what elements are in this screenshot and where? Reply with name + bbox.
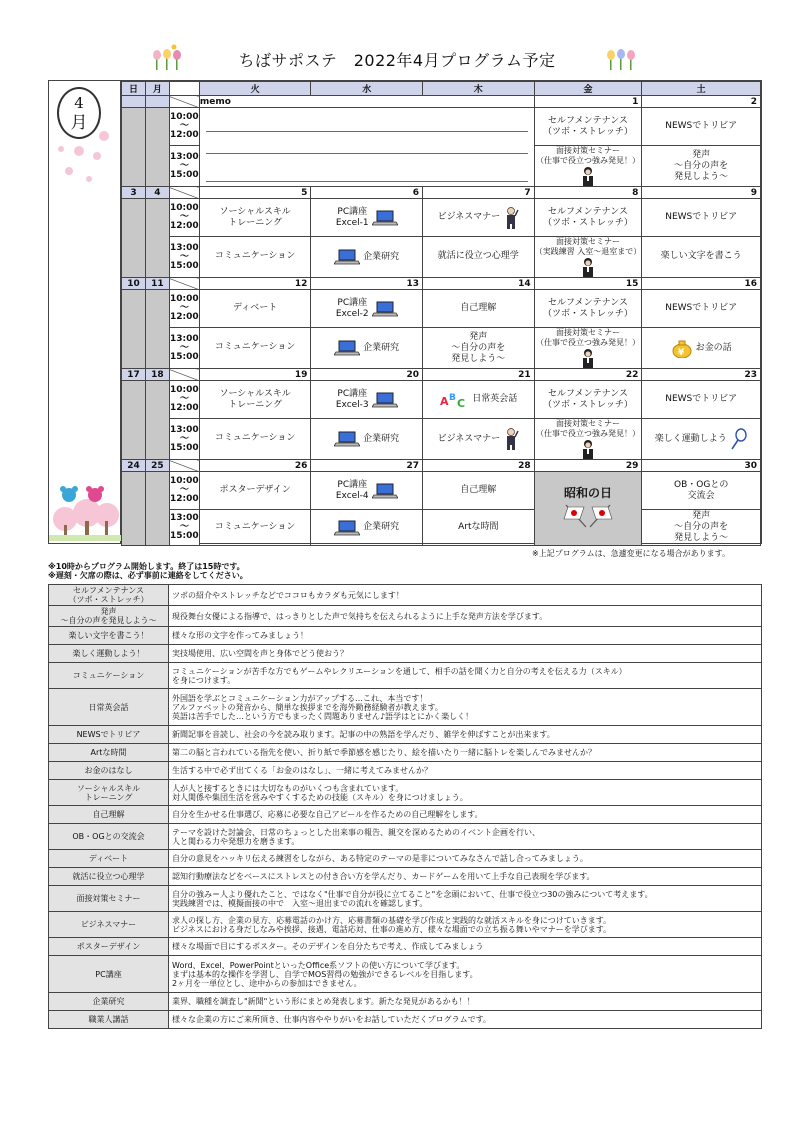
description-row (49, 585, 762, 606)
program-label: 発声 〜自分の声を 発見しよう〜 (451, 331, 506, 364)
date-number: 22 (534, 369, 642, 381)
program-label: OB・OGとの 交流会 (674, 479, 729, 501)
program-name: Artな時間 (49, 744, 169, 762)
week-am-row (122, 290, 761, 328)
program-name: ポスターデザイン (49, 938, 169, 956)
program-name: 楽しく運動しよう！ (49, 645, 169, 663)
program-cell[interactable] (423, 199, 535, 237)
program-label: セルフメンテナンス （ツボ・ストレッチ） (543, 206, 633, 228)
program-description: 様々な場面で目にするポスター。そのデザインを自分たちで考え、作成してみましょう (169, 938, 762, 956)
interviewer-icon (581, 257, 595, 277)
monday-cell (145, 381, 169, 460)
date-number: 30 (642, 460, 761, 472)
description-row (49, 780, 762, 806)
program-cell[interactable] (534, 199, 642, 237)
laptop-icon (372, 210, 398, 226)
interviewer-icon (581, 166, 595, 186)
program-label: コミュニケーション (214, 433, 296, 443)
program-label: 企業研究 (363, 522, 400, 532)
week-date-row (122, 369, 761, 381)
program-label: 楽しく運動しよう (654, 433, 727, 444)
date-number: 6 (311, 187, 423, 199)
program-cell[interactable] (423, 472, 535, 510)
program-label: ソーシャルスキル トレーニング (219, 206, 291, 228)
program-cell[interactable] (311, 328, 423, 369)
time-slot: 10:00 〜 12:00 (169, 290, 199, 328)
laptop-icon (372, 392, 398, 408)
program-cell[interactable] (199, 419, 311, 460)
program-cell[interactable] (642, 419, 761, 460)
program-cell[interactable] (534, 381, 642, 419)
program-label: ソーシャルスキル トレーニング (219, 388, 291, 410)
time-slot: 13:00 〜 15:00 (169, 510, 199, 546)
week-am-row (122, 108, 761, 146)
calendar-side-panel (49, 81, 121, 543)
date-number: 8 (534, 187, 642, 199)
program-name: 日常英会話 (49, 689, 169, 726)
sunday-cell (122, 472, 146, 546)
monday-date: 11 (145, 278, 169, 290)
program-cell[interactable] (311, 199, 423, 237)
program-name: コミュニケーション (49, 663, 169, 689)
time-slot: 13:00 〜 15:00 (169, 419, 199, 460)
program-cell[interactable] (642, 237, 761, 278)
date-number: 13 (311, 278, 423, 290)
program-name: 企業研究 (49, 993, 169, 1011)
program-label: コミュニケーション (214, 342, 296, 352)
program-description: 様々な形の文字を作ってみましょう！ (169, 627, 762, 645)
time-slot: 10:00 〜 12:00 (169, 108, 199, 146)
program-name: 発声 〜自分の声を発見しよう〜 (49, 606, 169, 627)
program-cell[interactable] (311, 381, 423, 419)
diagonal-cell (169, 369, 199, 381)
program-label: 企業研究 (363, 342, 400, 353)
memo-label: memo (199, 96, 534, 108)
change-notice: ※上記プログラムは、急遽変更になる場合があります。 (532, 549, 730, 558)
program-description: 生活する中で必ず出てくる「お金のはなし」、一緒に考えてみませんか？ (169, 762, 762, 780)
program-description: 求人の探し方、企業の見方、応募電話のかけ方、応募書類の基礎を学び作成と実践的な就活スキルを身につけていきます。 ビジネスにおける身だしなみや挨拶、接遇、電話応対、仕事の進め方、様々な場面での立ち振る舞いやマナーを学びます。 (169, 912, 762, 938)
program-label: セルフメンテナンス （ツボ・ストレッチ） (543, 388, 633, 410)
header-sun: 日 (122, 82, 146, 96)
program-name: 職業人講話 (49, 1011, 169, 1029)
program-label: ディベート (232, 302, 278, 313)
program-description: ツボの紹介やストレッチなどでココロもカラダも元気にします！ (169, 585, 762, 606)
date-number: 16 (642, 278, 761, 290)
monday-date: 25 (145, 460, 169, 472)
program-cell[interactable] (423, 381, 535, 419)
description-row (49, 606, 762, 627)
svg-text:C: C (457, 396, 466, 410)
monday-date: 4 (145, 187, 169, 199)
description-row (49, 806, 762, 824)
program-label: Artな時間 (458, 521, 499, 532)
note-line: ※遅刻・欠席の際は、必ず事前に連絡をしてください。 (48, 571, 248, 580)
program-description: 自分の強み＝人より優れたこと、ではなく"仕事で自分が役に立てること"を念頭において、仕事で役立つ30の強みについて考えます。 実践練習では、模擬面接の中で 入室〜退出までの流れを確認します。 (169, 886, 762, 912)
program-description: 自分を生かせる仕事選び、応募に必要な自己アピールを作るための自己理解をします。 (169, 806, 762, 824)
date-number: 7 (423, 187, 535, 199)
businessman-icon (503, 428, 519, 450)
program-name: ディベート (49, 850, 169, 868)
description-row (49, 850, 762, 868)
program-name: NEWSでトリビア (49, 726, 169, 744)
program-label: 企業研究 (363, 433, 400, 444)
date-number: 15 (534, 278, 642, 290)
program-cell[interactable] (199, 472, 311, 510)
date-number: 5 (199, 187, 311, 199)
description-row (49, 824, 762, 850)
week-pm-row (122, 419, 761, 460)
date-number: 26 (199, 460, 311, 472)
monday-date: 18 (145, 369, 169, 381)
program-cell[interactable] (311, 510, 423, 546)
program-label: NEWSでトリビア (665, 393, 738, 404)
diagonal-cell (169, 187, 199, 199)
calendar-table (121, 81, 761, 546)
header-day: 水 (311, 82, 423, 96)
program-label: ポスターデザイン (219, 484, 291, 495)
description-row (49, 868, 762, 886)
description-row (49, 1011, 762, 1029)
abc-blocks-icon (439, 390, 469, 410)
header-day: 木 (423, 82, 535, 96)
page-title: ちばサポステ 2022年4月プログラム予定 (238, 51, 556, 70)
program-label: 発声 〜自分の声を 発見しよう〜 (674, 149, 729, 182)
calendar-frame (48, 80, 762, 544)
week-pm-row (122, 510, 761, 546)
week-pm-row (122, 237, 761, 278)
program-label: 自己理解 (460, 484, 497, 495)
sunday-date (122, 96, 146, 108)
description-row (49, 993, 762, 1011)
diagonal-cell (169, 460, 199, 472)
program-name: セルフメンテナンス （ツボ・ストレッチ） (49, 585, 169, 606)
time-slot: 10:00 〜 12:00 (169, 381, 199, 419)
laptop-icon (372, 301, 398, 317)
program-description: テーマを設けた討論会、日常のちょっとした出来事の報告、親交を深めるためのイベント企画を行い、 人と関わる力や発想力を磨きます。 (169, 824, 762, 850)
program-label: 発声 〜自分の声を 発見しよう〜 (674, 511, 729, 543)
svg-text:¥: ¥ (677, 348, 684, 358)
date-number: 19 (199, 369, 311, 381)
program-cell[interactable] (199, 237, 311, 278)
program-label: コミュニケーション (214, 521, 296, 532)
date-number: 27 (311, 460, 423, 472)
program-name: 自己理解 (49, 806, 169, 824)
memo-area[interactable] (199, 108, 534, 187)
laptop-icon (334, 431, 360, 447)
program-name: PC講座 (49, 956, 169, 993)
program-descriptions (48, 584, 762, 1029)
description-row (49, 726, 762, 744)
holiday-label: 昭和の日 (563, 486, 612, 500)
program-description: 実技場使用、広い空間を声と身体でどう使おう？ (169, 645, 762, 663)
date-number: 9 (642, 187, 761, 199)
laptop-icon (372, 483, 398, 499)
program-label: 企業研究 (363, 251, 400, 262)
sunday-cell (122, 381, 146, 460)
program-description: 認知行動療法などをベースにストレスとの付き合い方を学んだり、カードゲームを用いて上手な自己表現を学びます。 (169, 868, 762, 886)
program-cell[interactable] (642, 328, 761, 369)
program-description: 外国語を学ぶとコミュニケーション力がアップする…これ、本当です！ アルファベットの発音から、簡単な挨拶までを海外勤務経験者が教えます。 英語は苦手でした…という方でもまったく問題ありません♪語学はとにかく楽しく！ (169, 689, 762, 726)
date-number: 21 (423, 369, 535, 381)
program-description: 人が人と接するときには大切なものがいくつも含まれています。 対人関係や集団生活を営みやすくするための技能（スキル）を身につけましょう。 (169, 780, 762, 806)
program-description: 業界、職種を調査し"新聞"という形にまとめ発表します。新たな発見があるかも！！ (169, 993, 762, 1011)
program-label: 日常英会話 (472, 394, 518, 404)
sunday-date: 17 (122, 369, 146, 381)
sunday-cell (122, 290, 146, 369)
japanese-flags-icon (562, 503, 614, 529)
program-cell[interactable] (199, 510, 311, 546)
program-label: NEWSでトリビア (665, 120, 738, 131)
program-cell[interactable] (199, 381, 311, 419)
program-label: 面接対策セミナー （仕事で役立つ強み発見！） (535, 419, 640, 438)
program-cell[interactable] (199, 199, 311, 237)
program-name: 就活に役立つ心理学 (49, 868, 169, 886)
svg-text:B: B (449, 392, 457, 403)
program-cell[interactable] (642, 381, 761, 419)
diagonal-cell (169, 278, 199, 290)
time-slot: 13:00 〜 15:00 (169, 146, 199, 187)
description-row (49, 689, 762, 726)
program-label: 楽しい文字を書こう (660, 251, 742, 261)
time-slot: 13:00 〜 15:00 (169, 328, 199, 369)
program-cell[interactable] (199, 328, 311, 369)
description-row (49, 627, 762, 645)
svg-text:A: A (440, 394, 449, 408)
monday-date (145, 96, 169, 108)
program-cell[interactable] (423, 328, 535, 369)
program-label: PC講座 Excel-1 (335, 206, 369, 228)
week-date-row (122, 460, 761, 472)
program-cell[interactable] (199, 290, 311, 328)
header-mon: 月 (145, 82, 169, 96)
program-label: 面接対策セミナー （仕事で役立つ強み発見！） (535, 328, 640, 347)
date-number: 23 (642, 369, 761, 381)
program-cell[interactable] (642, 199, 761, 237)
program-cell[interactable] (311, 237, 423, 278)
description-row (49, 956, 762, 993)
program-cell[interactable] (534, 146, 642, 187)
interviewer-icon (581, 439, 595, 459)
program-description: Word、Excel、PowerPointといったOffice系ソフトの使い方について学びます。 まずは基本的な操作を学習し、自学でMOS習得の勉強ができるレベルを目指します。 2ヶ月を一単位とし、途中からの参加はできません。 (169, 956, 762, 993)
date-number: 14 (423, 278, 535, 290)
program-cell[interactable] (534, 472, 642, 546)
program-cell[interactable] (642, 108, 761, 146)
notes (48, 562, 248, 580)
program-cell[interactable] (423, 510, 535, 546)
week-pm-row (122, 328, 761, 369)
program-cell[interactable] (642, 472, 761, 510)
program-description: 第二の脳と言われている指先を使い、折り紙で季節感を感じたり、絵を描いたり一緒に脳トレを楽しんでみませんか？ (169, 744, 762, 762)
program-label: NEWSでトリビア (665, 211, 738, 222)
sunday-date: 3 (122, 187, 146, 199)
date-number: 1 (534, 96, 642, 108)
note-line: ※10時からプログラム開始します。終了は15時です。 (48, 562, 245, 571)
week-date-row (122, 96, 761, 108)
tulip-icon (604, 44, 638, 72)
date-number: 28 (423, 460, 535, 472)
program-description: 現役舞台女優による指導で、はっきりとした声で気持ちを伝えられるように上手な発声方法を学びます。 (169, 606, 762, 627)
diagonal-cell (169, 96, 199, 108)
program-label: 面接対策セミナー （仕事で役立つ強み発見！） (535, 146, 640, 165)
program-label: セルフメンテナンス （ツボ・ストレッチ） (543, 115, 633, 137)
program-description: コミュニケーションが苦手な方でもゲームやレクリエーションを通して、相手の話を聞く力と自分の考えを伝える力（スキル） を身につけます。 (169, 663, 762, 689)
program-cell[interactable] (423, 419, 535, 460)
sunday-date: 10 (122, 278, 146, 290)
program-name: ビジネスマナー (49, 912, 169, 938)
header-day: 金 (534, 82, 642, 96)
program-name: OB・OGとの交流会 (49, 824, 169, 850)
program-cell[interactable] (534, 237, 642, 278)
header-day: 土 (642, 82, 761, 96)
program-label: PC講座 Excel-2 (335, 297, 369, 319)
week-am-row (122, 381, 761, 419)
week-am-row (122, 199, 761, 237)
interviewer-icon (581, 348, 595, 368)
monday-cell (145, 290, 169, 369)
badminton-racket-icon (730, 428, 748, 450)
monday-cell (145, 199, 169, 278)
program-cell[interactable] (534, 419, 642, 460)
program-cell[interactable] (311, 419, 423, 460)
program-description: 様々な企業の方にご来所頂き、仕事内容ややりがいをお話していただくプログラムです。 (169, 1011, 762, 1029)
program-label: セルフメンテナンス （ツボ・ストレッチ） (543, 297, 633, 319)
program-label: ビジネスマナー (437, 433, 501, 444)
program-cell[interactable] (534, 290, 642, 328)
program-cell[interactable] (423, 237, 535, 278)
program-label: PC講座 Excel-3 (335, 388, 369, 410)
time-slot: 10:00 〜 12:00 (169, 199, 199, 237)
date-number: 12 (199, 278, 311, 290)
program-label: PC講座 Excel-4 (335, 479, 369, 501)
sunday-cell (122, 199, 146, 278)
program-label: 自己理解 (460, 302, 497, 313)
week-date-row (122, 187, 761, 199)
program-cell[interactable] (423, 290, 535, 328)
program-label: コミュニケーション (214, 251, 296, 261)
description-row (49, 912, 762, 938)
time-slot: 13:00 〜 15:00 (169, 237, 199, 278)
header-blank (169, 82, 199, 96)
program-description: 新聞記事を音読し、社会の今を読み取ります。記事の中の熟語を学んだり、雑学を伸ばすことが出来ます。 (169, 726, 762, 744)
money-bag-icon (671, 338, 693, 358)
program-cell[interactable] (534, 328, 642, 369)
program-cell[interactable] (534, 108, 642, 146)
program-label: 就活に役立つ心理学 (437, 251, 519, 261)
program-name: 面接対策セミナー (49, 886, 169, 912)
description-row (49, 663, 762, 689)
time-slot: 10:00 〜 12:00 (169, 472, 199, 510)
program-description: 自分の意見をハッキリ伝える練習をしながら、ある特定のテーマの是非についてみなさんで話し合ってみましょう。 (169, 850, 762, 868)
date-number: 2 (642, 96, 761, 108)
date-number: 29 (534, 460, 642, 472)
program-cell[interactable] (642, 510, 761, 546)
description-row (49, 762, 762, 780)
program-label: お金の話 (695, 342, 732, 353)
sunday-cell (122, 108, 146, 187)
bears-under-cherry-tree-icon (49, 481, 121, 541)
program-name: ソーシャルスキル トレーニング (49, 780, 169, 806)
program-cell[interactable] (642, 146, 761, 187)
monday-cell (145, 108, 169, 187)
description-row (49, 645, 762, 663)
calendar-header-row (122, 82, 761, 96)
program-label: 面接対策セミナー （実践練習 入室〜退室まで） (534, 237, 642, 256)
program-cell[interactable] (311, 472, 423, 510)
laptop-icon (334, 340, 360, 356)
businessman-icon (503, 207, 519, 229)
laptop-icon (334, 520, 360, 536)
program-name: お金のはなし (49, 762, 169, 780)
program-label: ビジネスマナー (437, 212, 501, 222)
monday-cell (145, 472, 169, 546)
header-day: 火 (199, 82, 311, 96)
month-badge: 4 月 (57, 87, 101, 139)
sunday-date: 24 (122, 460, 146, 472)
program-label: NEWSでトリビア (665, 302, 738, 313)
program-cell[interactable] (642, 290, 761, 328)
week-date-row (122, 278, 761, 290)
description-row (49, 744, 762, 762)
week-am-row (122, 472, 761, 510)
program-cell[interactable] (311, 290, 423, 328)
program-name: 楽しい文字を書こう！ (49, 627, 169, 645)
description-row (49, 886, 762, 912)
description-row (49, 938, 762, 956)
laptop-icon (334, 249, 360, 265)
date-number: 20 (311, 369, 423, 381)
